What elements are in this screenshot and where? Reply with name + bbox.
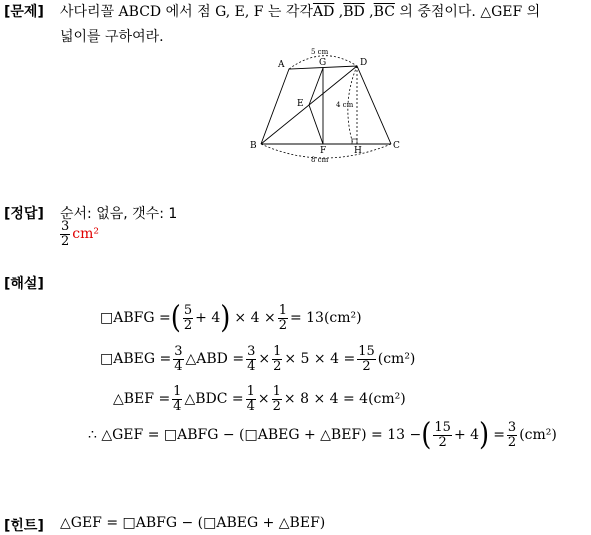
answer-unit: cm² xyxy=(72,226,100,243)
answer-meta: 순서: 없음, 갯수: 1 xyxy=(60,206,178,222)
label-e: E xyxy=(297,99,304,109)
label-h: H xyxy=(354,146,362,156)
problem-line-2: 넓이를 구하여라. xyxy=(60,29,164,45)
segment-bc: $\overline{BC}$ xyxy=(373,4,395,20)
solution-label: [해설] xyxy=(4,276,44,292)
problem-text-b: 의 중점이다. △GEF 의 xyxy=(394,4,541,20)
solution-line-4: ∴ △GEF = □ABFG − (□ABEG + △BEF) = 13 − ( $\frac{15}{2}$ + 4 ) = $\frac{3}{2}$ (cm²) xyxy=(88,417,557,454)
label-c: C xyxy=(393,141,400,151)
label-a: A xyxy=(278,60,285,70)
solution-line-2: □ABEG = $\frac{3}{4}$ △ABD = $\frac{3}{4}$ × $\frac{1}{2}$ × 5 × 4 = $\frac{15}{2}$ (cm²) xyxy=(100,344,416,374)
problem-line-1: 사다리꼴 ABCD 에서 점 G, E, F 는 각각$\overline{AD}$ $,\overline{BD}$ $,\overline{BC}$ 의 중점이다. △GEF 의 xyxy=(60,4,541,20)
answer-label: [정답] xyxy=(4,206,44,222)
label-g: G xyxy=(319,58,327,68)
top-length: 5 cm xyxy=(311,48,329,56)
solution-line-1: □ABFG = ( $\frac{5}{2}$ + 4 ) × 4 × $\frac{1}{2}$ = 13(cm²) xyxy=(100,300,362,337)
answer-value xyxy=(58,220,99,248)
answer-fraction: $\frac{3}{2}$ xyxy=(61,219,70,249)
label-f: F xyxy=(320,146,327,156)
solution-line-3: △BEF = $\frac{1}{4}$ △BDC = $\frac{1}{4}$ × $\frac{1}{2}$ × 8 × 4 = 4(cm²) xyxy=(113,384,406,414)
bottom-length: 8 cm xyxy=(311,156,329,164)
segment-ad: $\overline{AD}$ xyxy=(312,4,335,20)
height-length: 4 cm xyxy=(336,101,354,109)
hint-label: [힌트] xyxy=(4,518,44,534)
problem-label: [문제] xyxy=(4,4,44,20)
hint-text: △GEF = □ABFG − (□ABEG + △BEF) xyxy=(60,515,326,531)
label-b: B xyxy=(250,141,257,151)
problem-text-a: 사다리꼴 ABCD 에서 점 G, E, F 는 각각 xyxy=(60,4,313,20)
segment-bd: $\overline{BD}$ xyxy=(343,4,365,20)
trapezoid-figure xyxy=(245,44,405,166)
label-d: D xyxy=(360,58,368,68)
